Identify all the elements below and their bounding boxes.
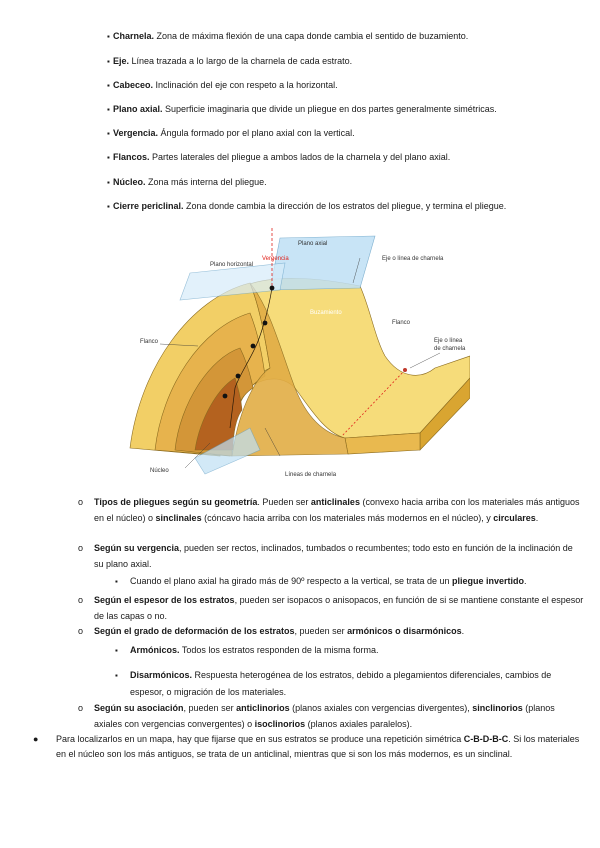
thickness-bullet: o Según el espesor de los estratos, pueden ser isopacos o anisopacos, en función de si se mantiene constante el espesor de las capas o no. [94, 592, 584, 624]
label-eje-charnela-right-1: Eje o línea [434, 338, 463, 344]
square-bullet-icon: ▪ [107, 153, 110, 162]
definition-cabeceo: ▪ Cabeceo. Inclinación del eje con respeto a la horizontal. [107, 80, 338, 90]
square-bullet-icon: ▪ [107, 129, 110, 138]
square-bullet-icon: ▪ [107, 202, 110, 211]
hollow-circle-bullet-icon: o [78, 595, 84, 605]
definition-nucleo: ▪ Núcleo. Zona más interna del pliegue. [107, 177, 267, 187]
label-flanco-left: Flanco [140, 339, 159, 345]
leader-line [410, 353, 440, 368]
inverted-fold-bullet: ▪ Cuando el plano axial ha girado más de 90º respecto a la vertical, se trata de un pliegue invertido. [130, 573, 582, 590]
square-bullet-icon: ▪ [107, 105, 110, 114]
armonicos-bullet: ▪ Armónicos. Todos los estratos responden de la misma forma. [130, 642, 582, 659]
label-vergencia: Vergencia [262, 256, 289, 262]
hinge-point [236, 374, 241, 379]
hollow-circle-bullet-icon: o [78, 497, 84, 507]
label-nucleo: Núcleo [150, 468, 169, 474]
definition-vergencia: ▪ Vergencia. Ángula formado por el plano axial con la vertical. [107, 128, 355, 138]
hinge-point [263, 321, 268, 326]
label-eje-charnela-top: Eje o línea de charnela [382, 256, 444, 262]
square-bullet-icon: ▪ [115, 646, 118, 655]
hollow-circle-bullet-icon: o [78, 626, 84, 636]
hinge-point [403, 368, 407, 372]
definition-plano-axial: ▪ Plano axial. Superficie imaginaria que divide un pliegue en dos partes generalmente simétricas. [107, 104, 497, 114]
label-flanco-right: Flanco [392, 320, 411, 326]
hinge-point [223, 394, 228, 399]
definition-cierre-periclinal: ▪ Cierre periclinal. Zona donde cambia la dirección de los estratos del pliegue, y termina el pliegue. [107, 201, 507, 211]
label-buzamiento: Buzamiento [310, 310, 342, 316]
disarmonicos-bullet: ▪ Disarmónicos. Respuesta heterogénea de los estratos, debido a plegamientos diferenciales, cambios de espesor, o migración de los materiales. [130, 667, 582, 701]
square-bullet-icon: ▪ [107, 178, 110, 187]
square-bullet-icon: ▪ [115, 671, 118, 680]
vergence-bullet: o Según su vergencia, pueden ser rectos, inclinados, tumbados o recumbentes; todo esto en función de la inclinación de su plano axial. [94, 540, 584, 572]
association-bullet: o Según su asociación, pueden ser anticlinorios (planos axiales con vergencias divergentes), sinclinorios (planos axiales con vergencias convergentes) o isoclinorios (planos axiales paralelos). [94, 700, 584, 732]
filled-circle-bullet-icon: ● [33, 734, 39, 744]
label-plano-axial: Plano axial [298, 241, 328, 247]
hollow-circle-bullet-icon: o [78, 703, 84, 713]
geometry-bullet: o Tipos de pliegues según su geometría. Pueden ser anticlinales (convexo hacia arriba con los materiales más antiguos en el núcleo) o sinclinales (cóncavo hacia arriba con los materiales más modernos en el núcleo), y circulares. [94, 494, 584, 526]
label-lineas-charnela: Líneas de charnela [285, 472, 337, 478]
hinge-point [270, 286, 275, 291]
definition-charnela: ▪ Charnela. Zona de máxima flexión de una capa donde cambia el sentido de buzamiento. [107, 31, 469, 41]
square-bullet-icon: ▪ [115, 577, 118, 586]
square-bullet-icon: ▪ [107, 57, 110, 66]
definition-eje: ▪ Eje. Línea trazada a lo largo de la charnela de cada estrato. [107, 56, 353, 66]
label-eje-charnela-right-2: de charnela [434, 346, 466, 352]
hollow-circle-bullet-icon: o [78, 543, 84, 553]
deformation-bullet: o Según el grado de deformación de los estratos, pueden ser armónicos o disarmónicos. [94, 623, 584, 639]
label-plano-horizontal: Plano horizontal [210, 262, 254, 268]
fold-diagram [120, 228, 470, 478]
hinge-point [251, 344, 256, 349]
square-bullet-icon: ▪ [107, 81, 110, 90]
square-bullet-icon: ▪ [107, 32, 110, 41]
definition-flancos: ▪ Flancos. Partes laterales del pliegue a ambos lados de la charnela y del plano axial. [107, 152, 451, 162]
map-bullet: ● Para localizarlos en un mapa, hay que fijarse que en sus estratos se produce una repetición simétrica C-B-D-B-C. Si los materiales en el núcleo son los más antiguos, se trata de un anticlinal, mientras que si son los más modernos, es un sinclinal. [33, 734, 580, 759]
